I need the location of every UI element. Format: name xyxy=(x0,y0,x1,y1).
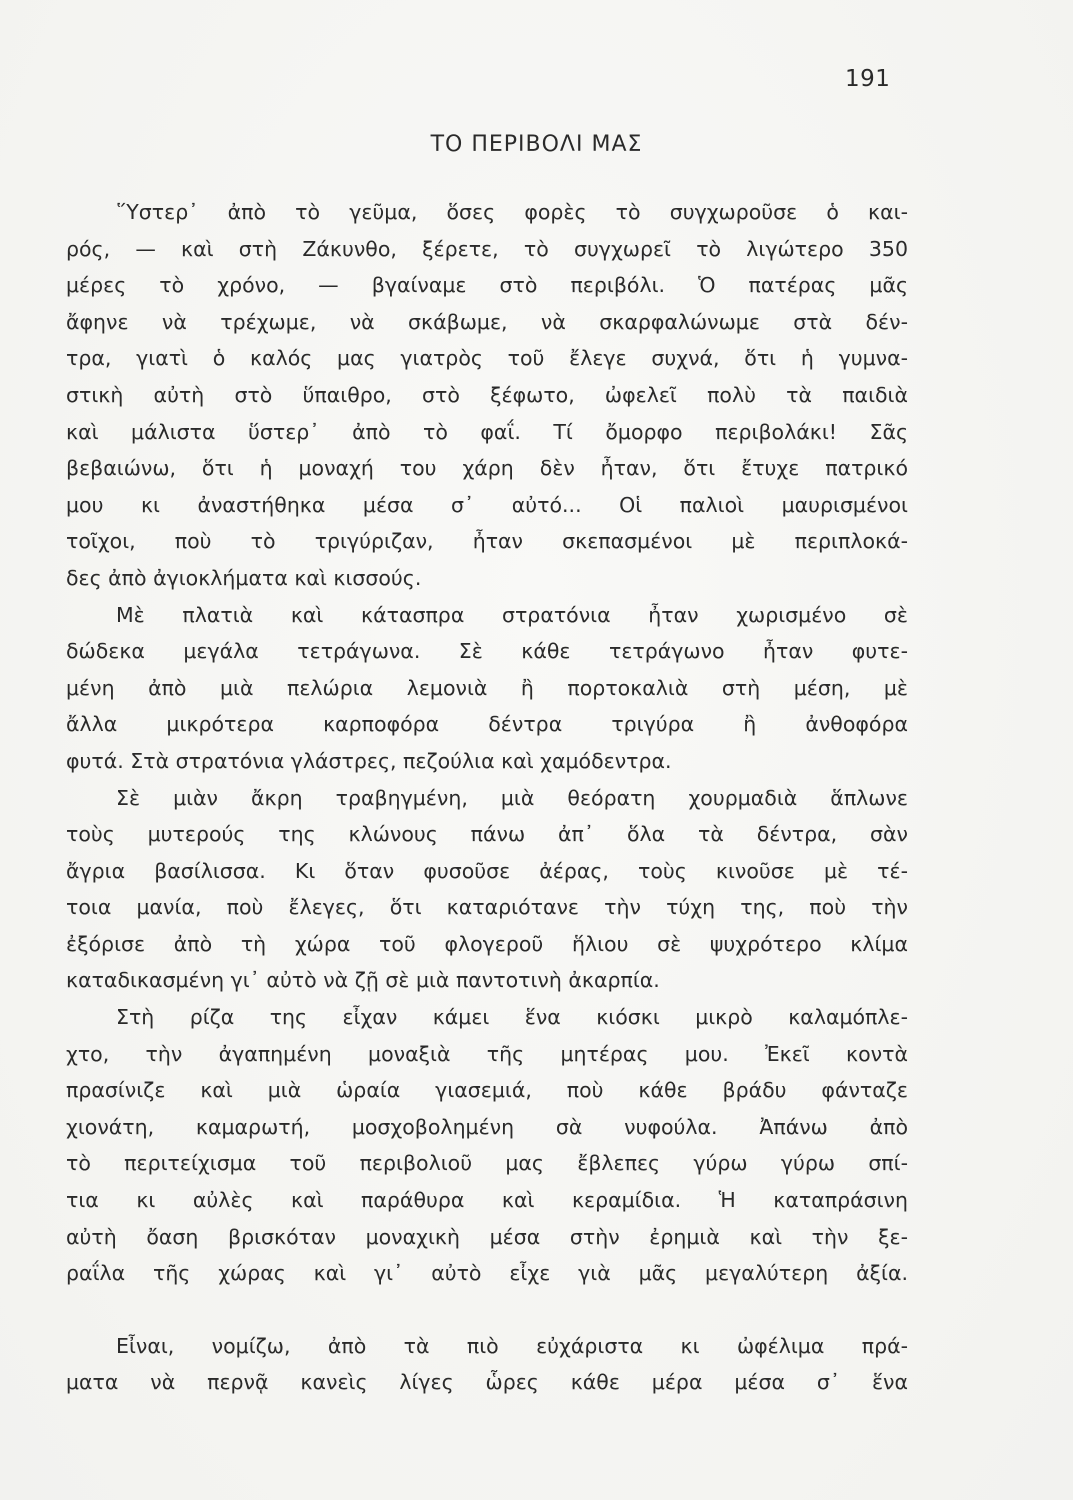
text-line: στικὴ αὐτὴ στὸ ὕπαιθρο, στὸ ξέφωτο, ὠφελεῖ πολὺ τὰ παιδιὰ xyxy=(66,382,908,407)
text-line: Σὲ μιὰν ἄκρη τραβηγμένη, μιὰ θεόρατη χουρμαδιὰ ἅπλωνε xyxy=(116,785,908,810)
text-line: μένη ἀπὸ μιὰ πελώρια λεμονιὰ ἢ πορτοκαλιὰ στὴ μέση, μὲ xyxy=(66,675,908,700)
text-line: Μὲ πλατιὰ καὶ κάτασπρα στρατόνια ἦταν χωρισμένο σὲ xyxy=(116,602,908,627)
text-line: μου κι ἀναστήθηκα μέσα σ᾿ αὐτό... Οἱ παλιοὶ μαυρισμένοι xyxy=(66,492,908,517)
text-line: ρός, — καὶ στὴ Ζάκυνθο, ξέρετε, τὸ συγχωρεῖ τὸ λιγώτερο 350 xyxy=(66,236,908,261)
text-line: ματα νὰ περνᾷ κανεὶς λίγες ὧρες κάθε μέρα μέσα σ᾿ ἕνα xyxy=(66,1370,908,1395)
page-number: 191 xyxy=(845,66,891,92)
text-line: χιονάτη, καμαρωτή, μοσχοβολημένη σὰ νυφούλα. Ἀπάνω ἀπὸ xyxy=(66,1114,908,1139)
body-text xyxy=(66,194,908,1401)
text-line: καὶ μάλιστα ὕστερ᾿ ἀπὸ τὸ φαΐ. Τί ὄμορφο περιβολάκι! Σᾶς xyxy=(66,419,908,444)
text-line: τρα, γιατὶ ὁ καλός μας γιατρὸς τοῦ ἔλεγε συχνά, ὅτι ἡ γυμνα- xyxy=(66,346,908,371)
text-line: ἄλλα μικρότερα καρποφόρα δέντρα τριγύρα ἢ ἀνθοφόρα xyxy=(66,712,908,737)
text-line: βεβαιώνω, ὅτι ἡ μοναχή του χάρη δὲν ἦταν, ὅτι ἔτυχε πατρικό xyxy=(66,456,908,481)
chapter-title: ΤΟ ΠΕΡΙΒΟΛΙ ΜΑΣ xyxy=(430,132,643,157)
text-line: τὸ περιτείχισμα τοῦ περιβολιοῦ μας ἔβλεπες γύρω γύρω σπί- xyxy=(66,1151,908,1176)
text-line: ἐξόρισε ἀπὸ τὴ χώρα τοῦ φλογεροῦ ἥλιου σὲ ψυχρότερο κλίμα xyxy=(66,931,908,956)
text-line: τοῖχοι, ποὺ τὸ τριγύριζαν, ἦταν σκεπασμένοι μὲ περιπλοκά- xyxy=(66,529,908,554)
text-line: Εἶναι, νομίζω, ἀπὸ τὰ πιὸ εὐχάριστα κι ὠφέλιμα πρά- xyxy=(116,1333,908,1358)
text-line: ῞Υστερ᾿ ἀπὸ τὸ γεῦμα, ὅσες φορὲς τὸ συγχωροῦσε ὁ και- xyxy=(116,200,908,224)
text-line: ραΐλα τῆς χώρας καὶ γι᾿ αὐτὸ εἶχε γιὰ μᾶς μεγαλύτερη ἀξία. xyxy=(66,1261,908,1286)
text-line: αὐτὴ ὄαση βρισκόταν μοναχικὴ μέσα στὴν ἐρημιὰ καὶ τὴν ξε- xyxy=(66,1224,908,1249)
text-line: τια κι αὐλὲς καὶ παράθυρα καὶ κεραμίδια. Ἡ καταπράσινη xyxy=(66,1188,908,1213)
text-line: ἄγρια βασίλισσα. Κι ὅταν φυσοῦσε ἀέρας, τοὺς κινοῦσε μὲ τέ- xyxy=(66,858,908,883)
paragraph-2 xyxy=(66,597,908,780)
text-line: πρασίνιζε καὶ μιὰ ὡραία γιασεμιά, ποὺ κάθε βράδυ φάνταζε xyxy=(66,1078,908,1103)
text-line: φυτά. Στὰ στρατόνια γλάστρες, πεζούλια καὶ χαμόδεντρα. xyxy=(66,748,672,773)
text-line: δώδεκα μεγάλα τετράγωνα. Σὲ κάθε τετράγωνο ἦταν φυτε- xyxy=(66,639,908,664)
text-line: τοὺς μυτερούς της κλώνους πάνω ἀπ᾿ ὅλα τὰ δέντρα, σὰν xyxy=(66,822,908,847)
text-line: δες ἀπὸ ἀγιοκλήματα καὶ κισσούς. xyxy=(66,565,422,590)
text-line: χτο, τὴν ἀγαπημένη μοναξιὰ τῆς μητέρας μου. Ἐκεῖ κοντὰ xyxy=(66,1041,908,1066)
paragraph-5 xyxy=(66,1328,908,1401)
paragraph-3 xyxy=(66,780,908,1000)
paragraph-4 xyxy=(66,999,908,1292)
text-line: τοια μανία, ποὺ ἔλεγες, ὅτι καταριότανε τὴν τύχη της, ποὺ τὴν xyxy=(66,895,908,920)
paragraph-gap xyxy=(66,1292,908,1328)
text-line: ἄφηνε νὰ τρέχωμε, νὰ σκάβωμε, νὰ σκαρφαλώνωμε στὰ δέν- xyxy=(66,309,908,334)
text-line: Στὴ ρίζα της εἶχαν κάμει ἕνα κιόσκι μικρὸ καλαμόπλε- xyxy=(116,1005,908,1030)
text-line: καταδικασμένη γι᾿ αὐτὸ νὰ ζῇ σὲ μιὰ παντοτινὴ ἀκαρπία. xyxy=(66,968,660,993)
paragraph-1 xyxy=(66,194,908,597)
text-line: μέρες τὸ χρόνο, — βγαίναμε στὸ περιβόλι. Ὁ πατέρας μᾶς xyxy=(66,273,908,298)
